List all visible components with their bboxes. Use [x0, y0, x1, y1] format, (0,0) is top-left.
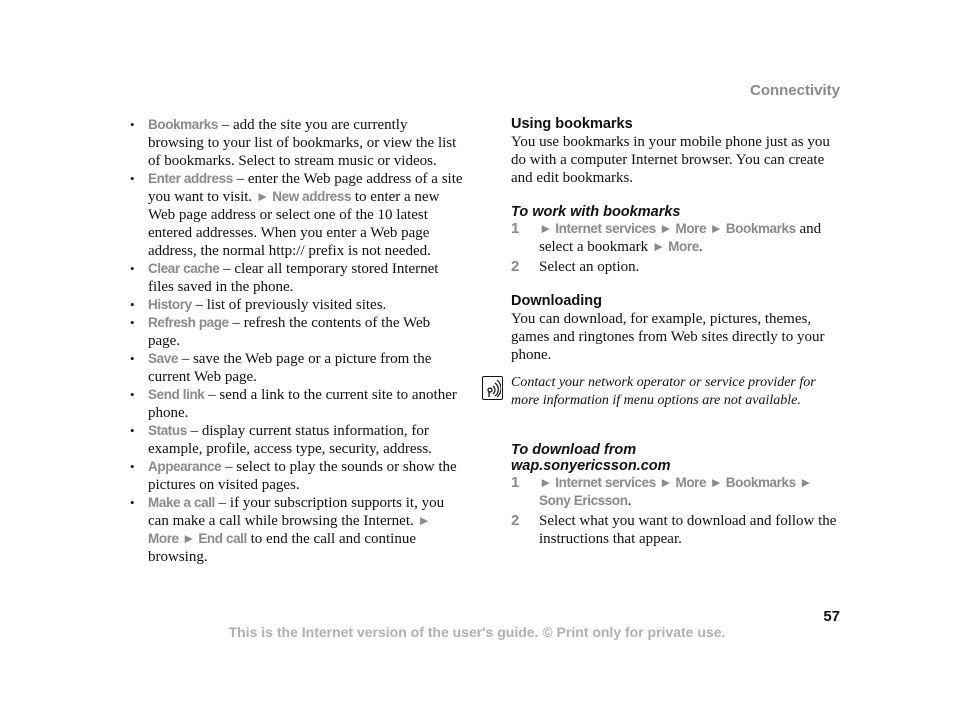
menu-path: Save: [148, 351, 178, 366]
menu-path: ► More: [651, 239, 699, 254]
text: – send a link to the current site to another phone.: [148, 387, 457, 421]
list-item: [130, 422, 464, 458]
menu-path: Status: [148, 423, 187, 438]
step-number: 2: [511, 512, 520, 529]
left-column: [130, 116, 464, 566]
list-item: [130, 170, 464, 260]
list-item: [130, 314, 464, 350]
menu-path: Clear cache: [148, 261, 220, 276]
text: to enter a new Web page address or select one of the 10 latest entered addresses. When you enter a Web page address, the normal http:// prefix is not needed.: [148, 189, 440, 259]
steps: [511, 220, 841, 276]
using-bookmarks-section: [511, 116, 841, 187]
text: – add the site you are currently browsing to your list of bookmarks, or view the list of bookmarks. Select to stream music or videos.: [148, 117, 457, 169]
text: – list of previously visited sites.: [191, 297, 387, 313]
step-number: 2: [511, 258, 520, 275]
right-column: [511, 116, 841, 548]
section-header: Connectivity: [749, 82, 840, 99]
menu-path: Refresh page: [148, 315, 229, 330]
browser-options-list: [130, 116, 464, 566]
section-title: Downloading: [511, 293, 603, 309]
step: [511, 512, 841, 548]
text: – enter the Web page address of a site you want to visit.: [148, 171, 463, 205]
list-item: [130, 116, 464, 170]
menu-path: Send link: [148, 387, 205, 402]
menu-path: ► More ► End call: [148, 513, 431, 546]
text: – clear all temporary stored Internet files saved in the phone.: [148, 261, 439, 295]
menu-path: ► New address: [255, 189, 352, 204]
step: [511, 474, 841, 510]
work-with-bookmarks-section: [511, 204, 841, 276]
step: [511, 220, 841, 256]
footer-notice: This is the Internet version of the user's guide. © Print only for private use.: [228, 624, 726, 640]
text: – display current status information, for example, profile, access type, security, address.: [148, 423, 432, 457]
text: – if your subscription supports it, you can make a call while browsing the Internet.: [148, 495, 445, 529]
note: [482, 374, 841, 410]
text: Select an option.: [539, 259, 640, 275]
list-item: [130, 386, 464, 422]
note-text: Contact your network operator or service provider for more information if menu options are not available.: [511, 375, 816, 408]
list-item: [130, 494, 464, 566]
section-title: Using bookmarks: [511, 116, 633, 132]
menu-path: ► Internet services ► More ► Bookmarks ► Sony Ericsson: [539, 475, 813, 508]
steps: [511, 474, 841, 548]
menu-path: Appearance: [148, 459, 222, 474]
step: [511, 258, 841, 276]
list-item: [130, 458, 464, 494]
list-item: [130, 350, 464, 386]
text: – refresh the contents of the Web page.: [148, 315, 431, 349]
step-number: 1: [511, 220, 520, 237]
menu-path: Enter address: [148, 171, 233, 186]
text: – save the Web page or a picture from the current Web page.: [148, 351, 432, 385]
text: to end the call and continue browsing.: [148, 531, 416, 565]
page-number: 57: [823, 608, 840, 625]
section-body: You use bookmarks in your mobile phone just as you do with a computer Internet browser. You can create and edit bookmarks.: [511, 134, 830, 186]
text: – select to play the sounds or show the pictures on visited pages.: [148, 459, 457, 493]
menu-path: History: [148, 297, 192, 312]
downloading-section: [511, 293, 841, 410]
menu-path: Bookmarks: [148, 117, 218, 132]
text: Select what you want to download and follow the instructions that appear.: [539, 513, 837, 547]
text: .: [627, 493, 632, 509]
text: and select a bookmark: [539, 221, 822, 255]
download-from-section: [511, 442, 841, 548]
procedure-title: To download from wap.sonyericsson.com: [511, 442, 671, 474]
note-icon: [482, 376, 503, 400]
text: .: [698, 239, 703, 255]
list-item: [130, 260, 464, 296]
section-body: You can download, for example, pictures, themes, games and ringtones from Web sites directly to your phone.: [511, 311, 825, 363]
step-number: 1: [511, 474, 520, 491]
menu-path: ► Internet services ► More ► Bookmarks: [539, 221, 796, 236]
procedure-title: To work with bookmarks: [511, 204, 681, 220]
menu-path: Make a call: [148, 495, 215, 510]
list-item: [130, 296, 464, 314]
